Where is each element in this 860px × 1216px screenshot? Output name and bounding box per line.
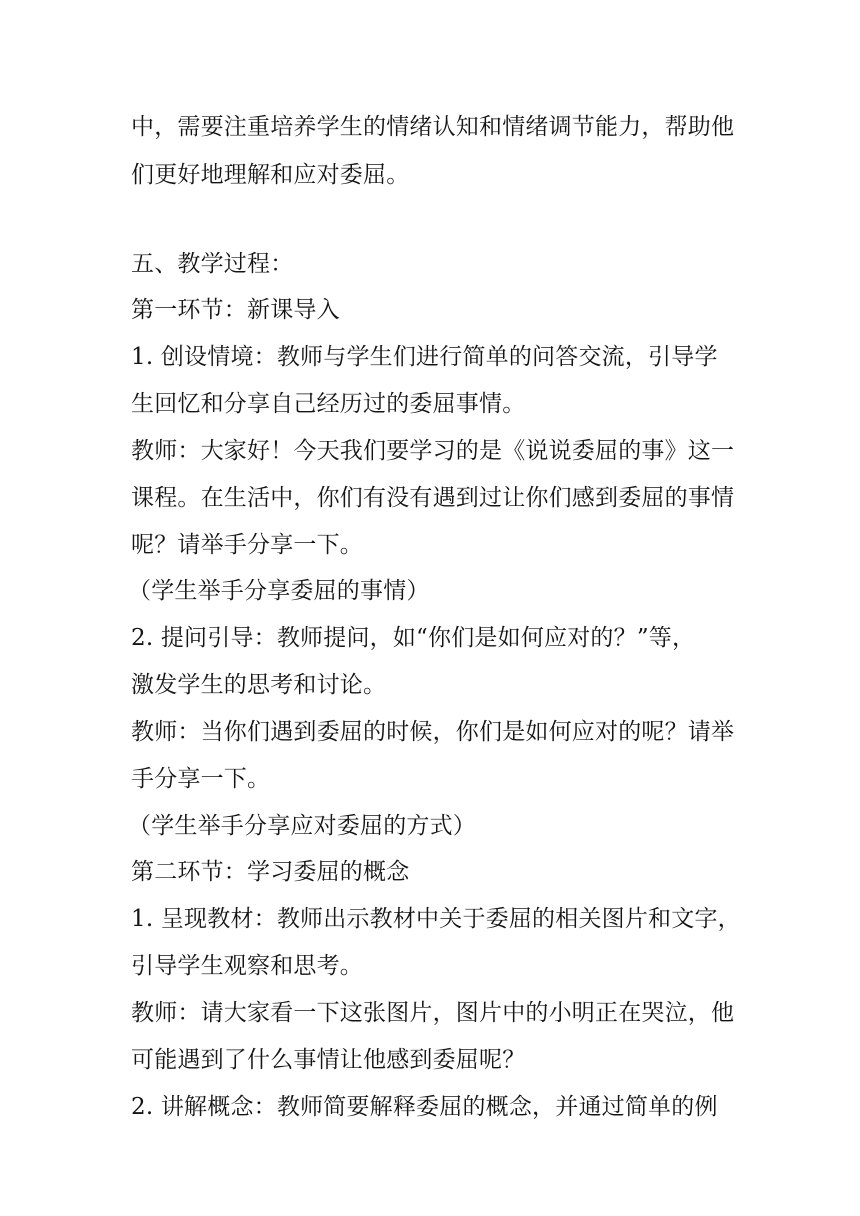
text-line: 2. 讲解概念：教师简要解释委屈的概念，并通过简单的例 [131,1094,718,1120]
text-line: 教师：当你们遇到委屈的时候，你们是如何应对的呢？请举 [131,719,735,745]
text-line: （学生举手分享应对委屈的方式） [128,813,476,839]
text-line: 2. 提问引导：教师提问，如“你们是如何应对的？”等， [131,625,696,651]
text-line: 教师：请大家看一下这张图片，图片中的小明正在哭泣，他 [131,1000,735,1026]
text-line: 生回忆和分享自己经历过的委屈事情。 [131,391,526,417]
subsection-heading: 第二环节：学习委屈的概念 [131,859,410,885]
section-heading: 五、教学过程： [131,251,294,277]
subsection-heading: 第一环节：新课导入 [131,297,340,323]
text-line: 激发学生的思考和讨论。 [131,672,387,698]
text-line: 们更好地理解和应对委屈。 [131,162,410,188]
text-line: 呢？请举手分享一下。 [131,532,363,558]
text-line: 课程。在生活中，你们有没有遇到过让你们感到委屈的事情 [131,485,735,511]
text-line: 1. 创设情境：教师与学生们进行简单的问答交流，引导学 [131,344,718,370]
text-line: 手分享一下。 [131,766,271,792]
text-line: 教师：大家好！今天我们要学习的是《说说委屈的事》这一 [131,438,735,464]
text-line: 中，需要注重培养学生的情绪认知和情绪调节能力，帮助他 [131,114,735,140]
text-line: 引导学生观察和思考。 [131,953,363,979]
text-line: 1. 呈现教材：教师出示教材中关于委屈的相关图片和文字， [131,906,741,932]
text-line: （学生举手分享委屈的事情） [128,578,430,604]
text-line: 可能遇到了什么事情让他感到委屈呢？ [131,1047,526,1073]
